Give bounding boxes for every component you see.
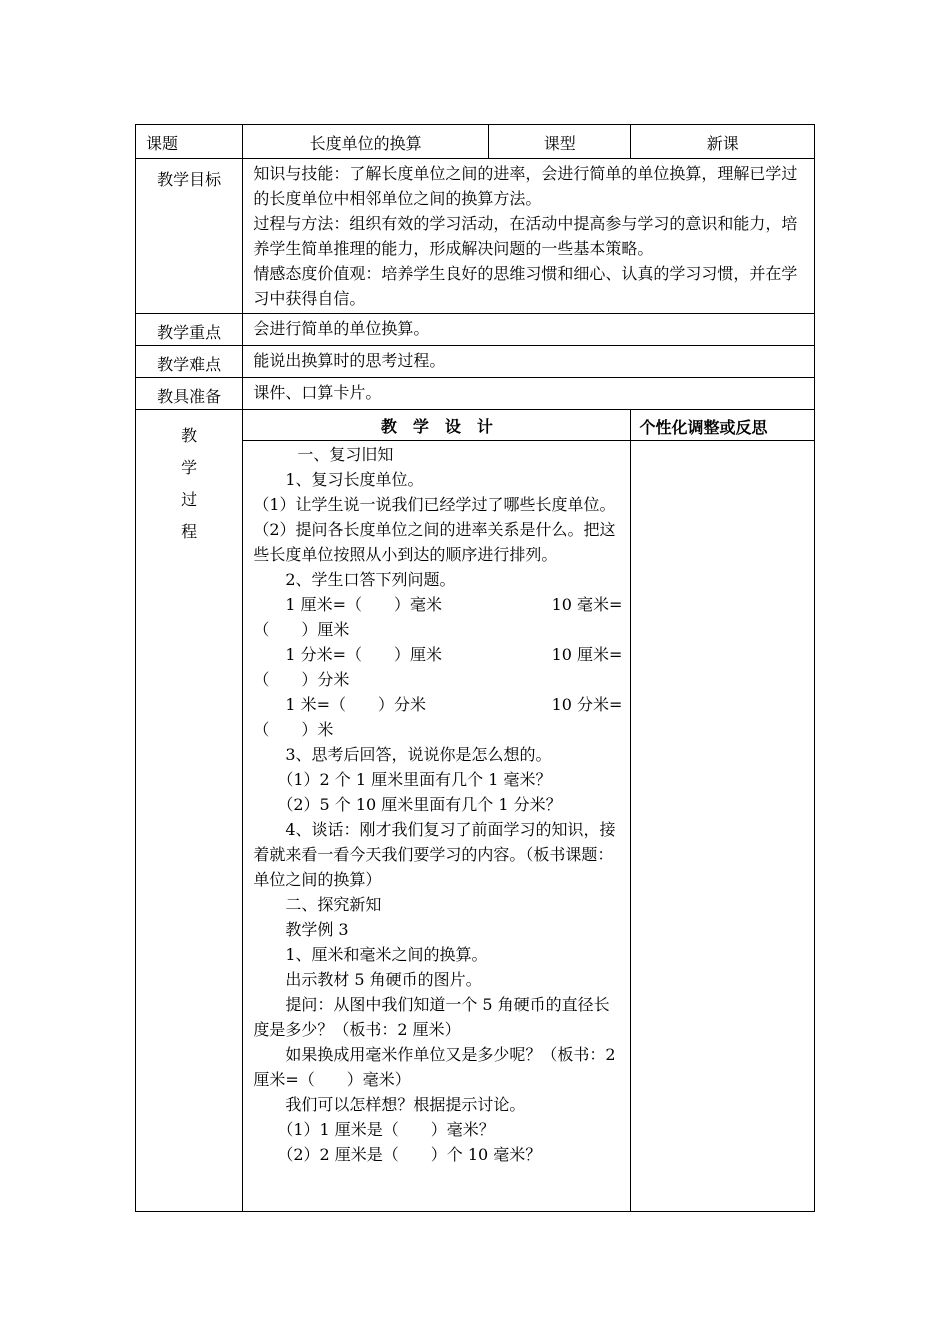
review-item-1-1: （1）让学生说一说我们已经学过了哪些长度单位。	[253, 495, 616, 514]
objective-process: 过程与方法：组织有效的学习活动，在活动中提高参与学习的意识和能力，培养学生简单推理的能力，形成解决问题的一些基本策略。	[253, 214, 798, 258]
key-points-label: 教学重点	[136, 314, 243, 346]
difficulties-value: 能说出换算时的思考过程。	[243, 346, 815, 378]
topic-label: 课题	[136, 125, 243, 159]
question-row-2	[253, 642, 622, 667]
objectives-label: 教学目标	[136, 159, 243, 314]
review-item-3-2: （2）5 个 10 厘米里面有几个 1 分米？	[277, 795, 562, 814]
question-1-right: 10 毫米=	[551, 595, 623, 614]
question-3-left: 1 米=（ ）分米	[285, 695, 426, 714]
materials-label: 教具准备	[136, 378, 243, 410]
difficulties-label: 教学难点	[136, 346, 243, 378]
process-label	[136, 410, 243, 1212]
objectives-content	[243, 159, 815, 314]
explore-discuss: 我们可以怎样想？根据提示讨论。	[285, 1095, 526, 1114]
explore-item-1: 1、厘米和毫米之间的换算。	[285, 945, 488, 964]
process-char-1: 教	[181, 426, 198, 445]
materials-value: 课件、口算卡片。	[243, 378, 815, 410]
type-label: 课型	[489, 125, 631, 159]
example-title: 教学例 3	[285, 920, 349, 939]
explore-ask: 提问：从图中我们知道一个 5 角硬币的直径长度是多少？（板书：2 厘米）	[253, 995, 610, 1039]
question-2-left: 1 分米=（ ）厘米	[285, 645, 442, 664]
process-char-4: 程	[181, 522, 198, 541]
review-item-1: 1、复习长度单位。	[285, 470, 424, 489]
explore-convert: 如果换成用毫米作单位又是多少呢？（板书：2 厘米=（ ）毫米）	[253, 1045, 616, 1089]
design-content	[243, 441, 631, 1212]
lesson-plan-table	[135, 124, 815, 1212]
process-char-2: 学	[181, 458, 198, 477]
review-title: 一、复习旧知	[297, 445, 394, 464]
design-header: 教 学 设 计	[243, 410, 631, 441]
key-points-value: 会进行简单的单位换算。	[243, 314, 815, 346]
question-2-right: 10 厘米=	[551, 645, 623, 664]
review-item-2: 2、学生口答下列问题。	[285, 570, 456, 589]
process-char-3: 过	[181, 490, 198, 509]
question-1-continued: （ ）厘米	[253, 620, 350, 639]
question-3-right: 10 分米=	[551, 695, 623, 714]
explore-show: 出示教材 5 角硬币的图片。	[285, 970, 482, 989]
review-item-3: 3、思考后回答，说说你是怎么想的。	[285, 745, 552, 764]
question-2-continued: （ ）分米	[253, 670, 350, 689]
reflection-content	[631, 441, 815, 1212]
explore-discuss-1: （1）1 厘米是（ ）毫米？	[277, 1120, 495, 1139]
explore-discuss-2: （2）2 厘米是（ ）个 10 毫米？	[277, 1145, 542, 1164]
question-1-left: 1 厘米=（ ）毫米	[285, 595, 442, 614]
review-item-1-2: （2）提问各长度单位之间的进率关系是什么。把这些长度单位按照从小到达的顺序进行排列。	[253, 520, 616, 564]
reflection-header: 个性化调整或反思	[631, 410, 815, 441]
objective-emotion: 情感态度价值观：培养学生良好的思维习惯和细心、认真的学习习惯，并在学习中获得自信。	[253, 264, 798, 308]
question-row-1	[253, 592, 622, 617]
topic-value: 长度单位的换算	[243, 125, 489, 159]
review-item-3-1: （1）2 个 1 厘米里面有几个 1 毫米？	[277, 770, 552, 789]
explore-title: 二、探究新知	[285, 895, 382, 914]
type-value: 新课	[631, 125, 815, 159]
review-item-4: 4、谈话：刚才我们复习了前面学习的知识，接着就来看一看今天我们要学习的内容。（板书课题：单位之间的换算）	[253, 820, 616, 889]
question-3-continued: （ ）米	[253, 720, 334, 739]
question-row-3	[253, 692, 622, 717]
objective-knowledge: 知识与技能：了解长度单位之间的进率，会进行简单的单位换算，理解已学过的长度单位中相邻单位之间的换算方法。	[253, 164, 798, 208]
